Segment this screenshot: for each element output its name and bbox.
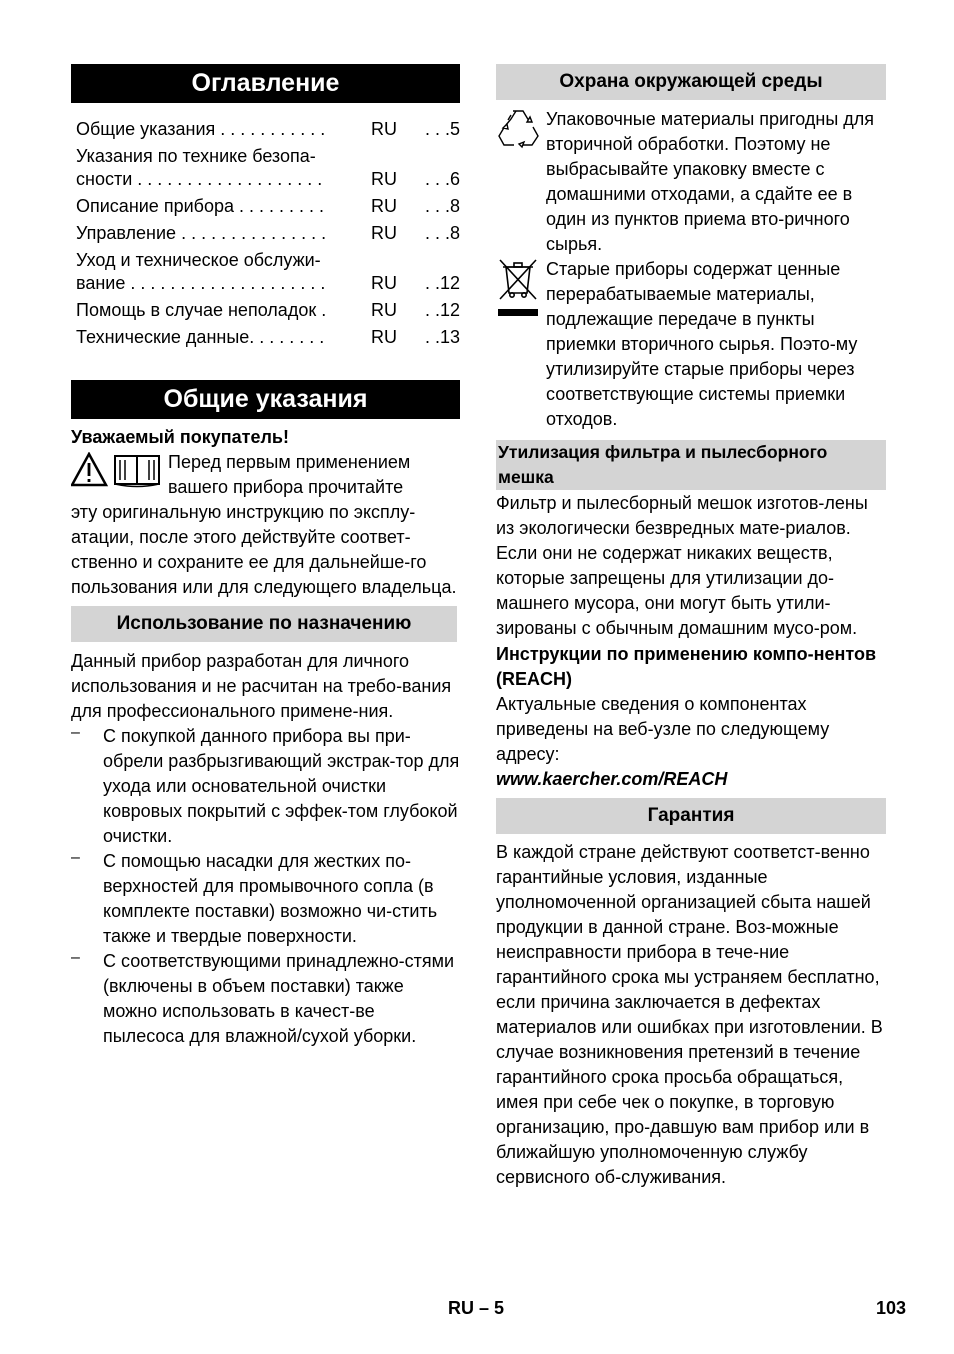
open-book-icon bbox=[115, 456, 159, 487]
reach-heading: Инструкции по применению компо-нентов (REACH) bbox=[496, 644, 877, 689]
dear-customer: Уважаемый покупатель! bbox=[71, 427, 289, 447]
toc-entry[interactable]: Уход и техническое обслужи- вание . . . . . . . . . . . . . . . . . . . . RU . .12 bbox=[76, 250, 460, 293]
reach-text: Актуальные сведения о компонентах приведены на веб-узле по следующему адресу: bbox=[496, 694, 830, 764]
intro-line-1: Перед первым применением bbox=[168, 452, 411, 472]
toc-entry[interactable]: Помощь в случае неполадок . RU . .12 bbox=[76, 300, 460, 320]
packaging-text: Упаковочные материалы пригодны для вторичной обработки. Поэтому не выбрасывайте упаковку вместе с домашними отходами, а сдайте ее в один из пунктов приема вто-ричного сырья. bbox=[546, 109, 875, 254]
toc-heading: Оглавление bbox=[71, 64, 460, 103]
page-number: 103 bbox=[876, 1298, 907, 1318]
intended-use-heading: Использование по назначению bbox=[71, 606, 457, 642]
recycle-block bbox=[496, 107, 886, 257]
toc-entry[interactable]: Управление . . . . . . . . . . . . . . . RU . . .8 bbox=[76, 223, 460, 243]
weee-block bbox=[496, 257, 886, 432]
intended-use-text: Данный прибор разработан для личного использования и не расчитан на требо-вания для профессионального примене-ния. bbox=[71, 651, 452, 721]
intro-block bbox=[71, 450, 460, 500]
table-of-contents bbox=[71, 118, 460, 349]
filter-disposal-heading: Утилизация фильтра и пылесборного мешка bbox=[496, 440, 886, 490]
general-heading: Общие указания bbox=[71, 380, 460, 419]
list-item: – С соответствующими принадлежно-стями (включены в объем поставки) также можно использовать в качест-ве пылесоса для влажной/сухой уборки. bbox=[71, 949, 455, 1046]
intro-line-2: вашего прибора прочитайте bbox=[168, 477, 404, 497]
recycling-icon bbox=[496, 107, 540, 149]
toc-entry[interactable]: Общие указания . . . . . . . . . . . RU . . .5 bbox=[76, 119, 460, 139]
footer-language-page: RU – 5 bbox=[448, 1298, 505, 1318]
warranty-text: В каждой стране действуют соответст-венно гарантийные условия, изданные уполномоченной организацией сбыта нашей продукции в данной стране. Воз-можные неисправности прибора в тече-ние гарантийного срока мы устраняем бесплатно, если причина заключается в дефектах материалов или ошибках при изготовлении. В случае возникновения претензий в течение гарантийного срока просьба обращаться, имея при себе чек о покупке, в торговую организацию, про-давшую вам прибор или в ближайшую уполномоченную службу сервисного об-служивания. bbox=[496, 842, 883, 1187]
toc-entry[interactable]: Описание прибора . . . . . . . . . RU . . .8 bbox=[76, 196, 460, 216]
right-column bbox=[496, 64, 886, 1190]
environment-heading: Охрана окружающей среды bbox=[496, 64, 886, 100]
reach-url[interactable]: www.kaercher.com/REACH bbox=[496, 769, 728, 789]
warranty-heading: Гарантия bbox=[496, 798, 886, 834]
toc-entry[interactable]: Указания по технике безопа- сности . . . . . . . . . . . . . . . . . . . RU . . .6 bbox=[76, 146, 460, 189]
list-item: – С покупкой данного прибора вы при-обрели разбрызгивающий экстрак-тор для ухода или основательной очистки ковровых покрытий с эффек-том глубокой очистки. bbox=[71, 724, 460, 846]
toc-entry[interactable]: Технические данные. . . . . . . . RU . .13 bbox=[76, 327, 460, 347]
list-item: – С помощью насадки для жестких по-верхностей для промывочного сопла (в комплекте поставки) возможно чи-стить также и твердые поверхности. bbox=[71, 849, 438, 946]
crossed-out-bin-icon bbox=[496, 257, 540, 321]
filter-text-1: Фильтр и пылесборный мешок изготов-лены из экологически безвредных мате-риалов. bbox=[496, 493, 868, 538]
warning-triangle-icon bbox=[72, 454, 106, 485]
left-column bbox=[71, 64, 460, 1049]
filter-text-2: Если они не содержат никаких веществ, которые запрещены для утилизации до-машнего мусора, они могут быть утили-зированы с обычным домашним мусо-ром. bbox=[496, 543, 858, 638]
old-devices-text: Старые приборы содержат ценные перерабатываемые материалы, подлежащие передаче в пункты приемки вторичного сырья. Поэто-му утилизируйте старые приборы через соответствующие системы приемки отходов. bbox=[546, 259, 858, 429]
warning-manual-icons bbox=[71, 452, 163, 488]
intro-text: эту оригинальную инструкцию по эксплу-атации, после этого действуйте соответ-ственно и сохраните ее для дальнейше-го пользования или для следующего владельца. bbox=[71, 502, 457, 597]
